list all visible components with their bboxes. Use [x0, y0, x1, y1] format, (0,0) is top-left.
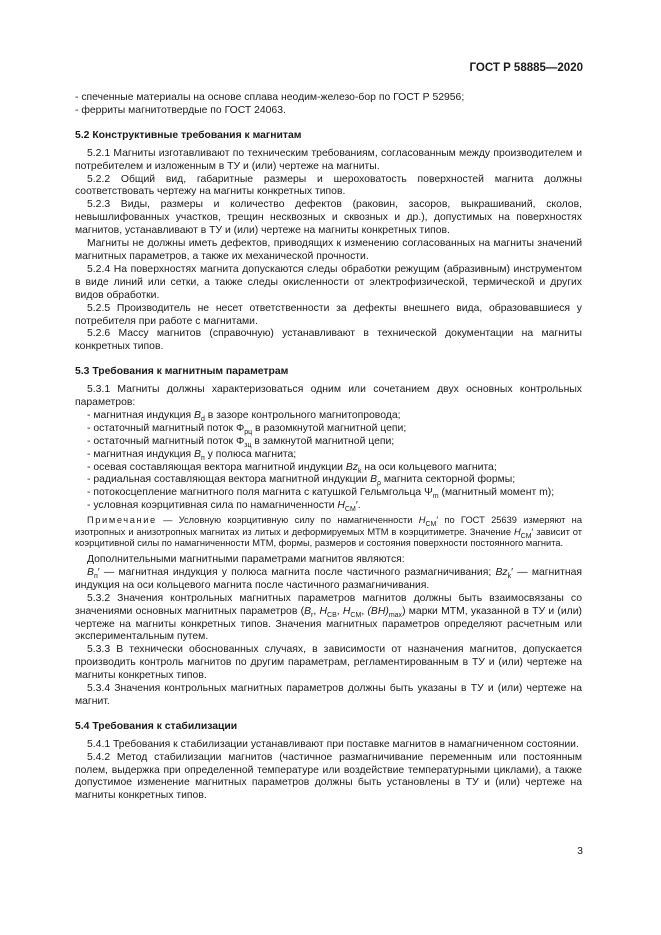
- list-item: - осевая составляющая вектора магнитной индукции $Bz_k$ на оси кольцевого магнита;: [87, 461, 497, 475]
- paragraph-5-2-1: 5.2.1 Магниты изготавливают по техническим требованиям, согласованным между производителем и потребителем и изложенным в ТУ и (или) чертеже на магниты.: [75, 147, 582, 172]
- list-item: - условная коэрцитивная сила по намагниченности $H_{CM}'$.: [87, 500, 361, 514]
- list-item: - магнитная индукция $B_п$ у полюса магнита;: [87, 448, 297, 462]
- paragraph-5-2-6: 5.2.6 Массу магнитов (справочную) устанавливают в технической документации на магниты конкретных типов.: [75, 328, 582, 353]
- paragraph-5-2-3: 5.2.3 Виды, размеры и количество дефектов (раковин, засоров, выкрашиваний, сколов, невышлифованных участков, трещин несквозных и сквозных и др.), допустимых на поверхностях магнитов, устанавливают в ТУ и (или) чертеже на магниты конкретных типов.: [75, 199, 582, 237]
- paragraph-5-3-2: 5.3.2 Значения контрольных магнитных параметров магнитов должны быть взаимосвязаны со значениями основных магнитных параметров ($B_r$, $H_{CB}$, $H_{CM}$, $(BH)_{max}$) марки МТМ, указанной в ТУ и (или) чертеже на магниты конкретных типов. Значения магнитных параметров определяют расчетным или экспериментальным путем.: [75, 592, 583, 643]
- list-item: - остаточный магнитный поток $\Phi_{зц}$ в замкнутой магнитной цепи;: [87, 435, 395, 449]
- section-heading-5-2: 5.2 Конструктивные требования к магнитам: [75, 129, 302, 141]
- page-content: [75, 92, 582, 803]
- list-item: - спеченные материалы на основе сплава неодим-железо-бор по ГОСТ Р 52956;: [75, 92, 465, 103]
- list-item: - остаточный магнитный поток $\Phi_{рц}$ в разомкнутой магнитной цепи;: [87, 422, 407, 436]
- note-label: Примечание: [87, 515, 157, 526]
- paragraph-5-2-4: 5.2.4 На поверхностях магнита допускаются следы обработки режущим (абразивным) инструментом в виде линий или сетки, а также следы окисленности от электрофизической, термической и других видов обработки.: [75, 263, 582, 301]
- paragraph-additional-params: Дополнительными магнитными параметрами магнитов являются:: [87, 553, 405, 565]
- list-item: - радиальная составляющая вектора магнитной индукции $B_\rho$ магнита секторной формы;: [87, 474, 516, 488]
- list-item: - потокосцепление магнитного поля магнита с катушкой Гельмгольца $\Psi_m$ (магнитный момент m);: [87, 487, 555, 501]
- paragraph-defects: Магниты не должны иметь дефектов, приводящих к изменению согласованных на магниты значений магнитных параметров, а также их механической прочности.: [75, 238, 582, 262]
- section-heading-5-3: 5.3 Требования к магнитным параметрам: [75, 366, 289, 378]
- paragraph-5-2-2: 5.2.2 Общий вид, габаритные размеры и шероховатость поверхностей магнита должны соответствовать чертежу на магниты конкретных типов.: [75, 173, 582, 198]
- list-item: - ферриты магнитотвердые по ГОСТ 24063.: [75, 104, 286, 116]
- page-number: 3: [577, 845, 583, 857]
- paragraph-5-4-2: 5.4.2 Метод стабилизации магнитов (частичное размагничивание переменным или постоянным полем, выдержка при определенной температуре или воздействие температурными циклами), а также допустимое изменение магнитных параметров должны быть установлены в ТУ и (или) чертеже на магниты конкретных типов.: [75, 751, 582, 802]
- paragraph-5-3-4: 5.3.4 Значения контрольных магнитных параметров должны быть указаны в ТУ и (или) чертеже на магнит.: [75, 683, 582, 707]
- list-item: - магнитная индукция $B_d$ в зазоре контрольного магнитопровода;: [87, 409, 401, 424]
- paragraph-5-2-5: 5.2.5 Производитель не несет ответственности за дефекты внешнего вида, образовавшиеся у потребителя при работе с магнитами.: [75, 302, 582, 327]
- section-heading-5-4: 5.4 Требования к стабилизации: [75, 720, 238, 732]
- paragraph-5-3-1: 5.3.1 Магниты должны характеризоваться одним или сочетанием двух основных контрольных параметров:: [75, 384, 582, 409]
- paragraph-additional-defs: $B_п'$ — магнитная индукция у полюса магнита после частичного размагничивания; $Bz_k'$ — магнитная индукция на оси кольцевого магнита после частичного размагничивания.: [75, 566, 582, 591]
- paragraph-5-3-3: 5.3.3 В технически обоснованных случаях, в зависимости от назначения магнитов, допускается производить контроль магнитов по другим параметрам, регламентированным в ТУ и (или) чертеже на магниты конкретных типов.: [75, 644, 582, 682]
- paragraph-5-4-1: 5.4.1 Требования к стабилизации устанавливают при поставке магнитов в намагниченном состоянии.: [87, 738, 579, 750]
- note-paragraph: Примечание — Условную коэрцитивную силу по намагниченности $H_{CM}'$ по ГОСТ 25639 измеряют на изотропных и анизотропных магнитах из литых и деформируемых МТМ в коэрцитиметре. Значение $H_{CM}'$ зависит от коэрцитивной силы по намагниченности МТМ, формы, размеров и состояния поверхности постоянного магнита.: [75, 515, 582, 549]
- document-id: ГОСТ Р 58885—2020: [469, 62, 583, 74]
